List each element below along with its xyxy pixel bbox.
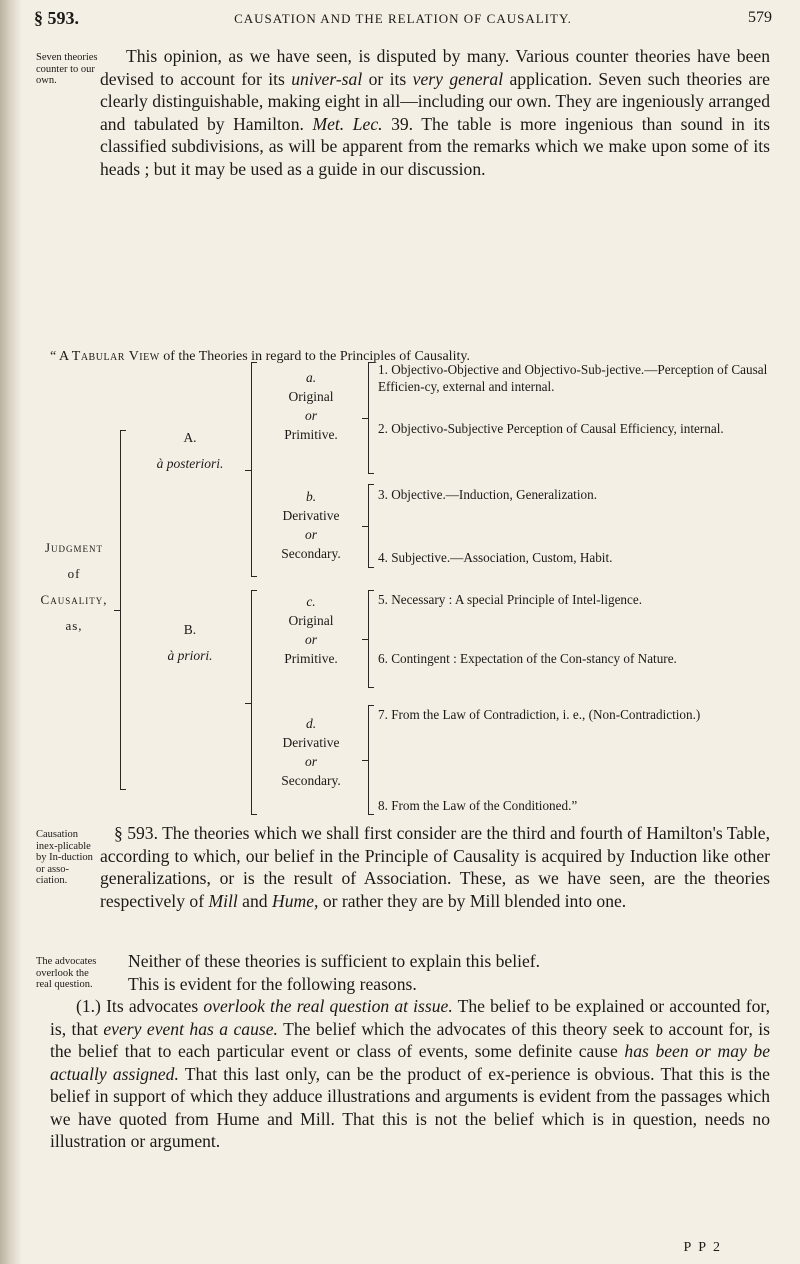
page-gutter-shadow: [0, 0, 22, 1264]
intro-emph-met-lec: Met. Lec.: [312, 113, 383, 134]
brace-a-items: [368, 362, 369, 474]
margin-note-causation: Causation inex-plicable by In-duction or asso-ciation.: [36, 829, 93, 886]
table-root-label: Judgment of Causality, as,: [40, 540, 108, 633]
intro-emph-general: very general: [412, 68, 504, 89]
running-title: CAUSATION AND THE RELATION OF CAUSALITY.: [234, 11, 572, 26]
signature-mark: P P 2: [683, 1240, 722, 1255]
item-4: 4. Subjective.—Association, Custom, Habit.: [378, 550, 613, 565]
intro-text: application. Seven such theories are clearly distinguishable, making eight in all—including our own. They are ingeniously arranged and tabulated by Hamilton.: [100, 68, 770, 134]
running-head: [34, 8, 772, 32]
brace-a: [251, 362, 252, 577]
item-5: 5. Necessary : A special Principle of Intel-ligence.: [378, 592, 643, 607]
section-number: § 593.: [34, 8, 79, 28]
branch-a-posteriori: A. à posteriori.: [156, 430, 224, 471]
emph-assigned: has been or may be actually assigned.: [50, 1041, 770, 1084]
sub-d-derivative: d. Derivative or Secondary.: [281, 716, 341, 788]
section-lead: § 593.: [114, 823, 158, 843]
sub-c-original: c. Original or Primitive.: [284, 594, 338, 666]
margin-note-seven-theories: Seven theories counter to our own.: [36, 52, 98, 86]
emph-hume: Hume: [271, 890, 315, 911]
paragraph-593: § 593. The theories which we shall first consider are the third and fourth of Hamilton's Table, according to which, our belief in the Principle of Causality is acquired by Induction like other generalizations, or is the result of Association. These, as we have seen, are the theories respectively of Mill and Hume, or rather they are by Mill blended into one.: [100, 823, 771, 911]
emph-mill: Mill: [208, 890, 238, 911]
brace-c-items: [368, 590, 369, 688]
item-3: 3. Objective.—Induction, Generalization.: [378, 487, 597, 502]
item-8: 8. From the Law of the Conditioned.”: [378, 798, 578, 813]
item-7: 7. From the Law of Contradiction, i. e., (Non-Contradiction.): [378, 707, 701, 722]
brace-d-items: [368, 705, 369, 815]
brace-root: [120, 430, 121, 790]
page-number: 579: [748, 9, 772, 26]
sub-b-derivative: b. Derivative or Secondary.: [281, 489, 341, 561]
intro-text: This opinion, as we have seen, is disputed by many. Various counter theories have been devised to account for its: [100, 46, 770, 89]
emph-every-event: every event has a cause.: [103, 1018, 278, 1039]
intro-emph-universal: univer-sal: [291, 68, 363, 89]
brace-b-items: [368, 484, 369, 568]
margin-note-advocates: The advocates overlook the real question.: [36, 956, 97, 990]
paragraph-point-1: (1.) Its advocates overlook the real question at issue. The belief to be explained or accounted for, is, that every event has a cause. The belief which the advocates of this theory seek to account for, is the belief that to each particular event or class of events, some definite cause has been or may be actually assigned. That this last only, can be the product of ex-perience is obvious. That this is the belief in support of which they adduce illustrations and arguments is evident from the passages which we have quoted from Hume and Mill. That this is not the belief which is in question, needs no illustration or argument.: [50, 996, 771, 1151]
sub-a-original: a. Original or Primitive.: [284, 370, 338, 442]
item-2: 2. Objectivo-Subjective Perception of Causal Efficiency, internal.: [378, 421, 724, 436]
intro-text: 39. The table is more ingenious than sound in its classified subdivisions, as will be apparent from the remarks which we make upon some of its heads ; but it may be used as a guide in our discussion.: [100, 113, 770, 179]
branch-a-priori: B. à priori.: [167, 622, 213, 663]
brace-b: [251, 590, 252, 815]
table-caption: “ A Tabular View of the Theories in regard to the Principles of Causality.: [50, 349, 470, 364]
emph-overlook: overlook the real question at issue.: [203, 996, 453, 1016]
paragraph-neither: Neither of these theories is sufficient to explain this belief. This is evident for the following reasons.: [128, 951, 541, 994]
item-6: 6. Contingent : Expectation of the Con-stancy of Nature.: [378, 651, 677, 666]
intro-text: or its: [362, 68, 413, 89]
intro-paragraph-head: [100, 45, 770, 180]
item-1: 1. Objectivo-Objective and Objectivo-Sub-jective.—Perception of Causal Efficien-cy, external and internal.: [378, 362, 768, 394]
